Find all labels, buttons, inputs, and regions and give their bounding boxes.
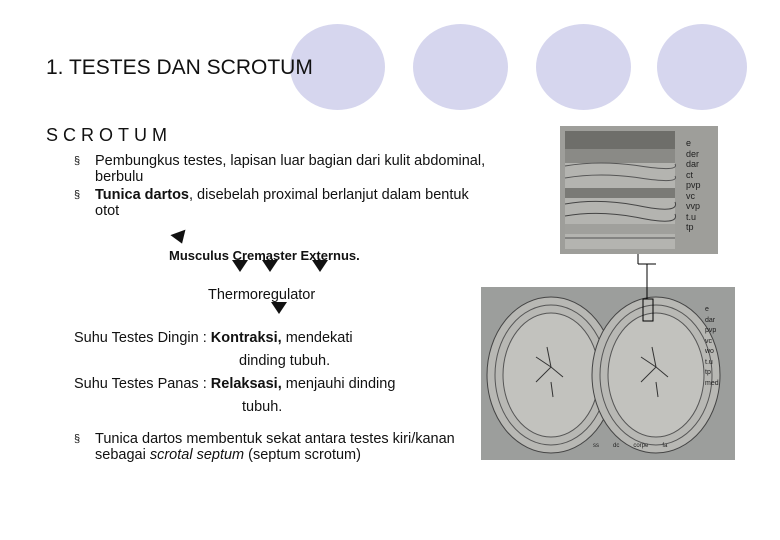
detail-box — [643, 299, 653, 321]
figure-label: ct — [686, 169, 694, 180]
bullet-text: , disebelah proximal berlanjut dalam bentuk otot — [95, 187, 469, 219]
bullet-text: Tunica dartos membentuk sekat antara testes kiri/kanan sebagai — [95, 431, 455, 463]
thermoregulator-label: Thermoregulator — [208, 287, 316, 303]
bullet-mark: § — [74, 433, 81, 445]
suhu-dingin-text: mendekati — [281, 330, 353, 346]
figure-label: e — [705, 306, 709, 313]
figure-label: vc — [705, 337, 712, 345]
figure-label: ss — [593, 443, 599, 449]
figure-label: dar — [686, 159, 700, 169]
bullet-mark: § — [74, 155, 81, 167]
bullet-text: (septum scrotum) — [244, 447, 361, 463]
suhu-panas-cont: tubuh. — [242, 399, 283, 415]
figure-label: pvp — [705, 327, 717, 334]
figure-label: e — [686, 138, 692, 148]
figure-label: tp — [686, 222, 694, 232]
section-heading: SCROTUM — [46, 125, 172, 145]
scrotal-septum-term: scrotal septum — [149, 447, 245, 463]
figure-label: vc — [686, 190, 695, 201]
musculus-label: Musculus Cremaster Externus. — [169, 248, 360, 263]
suhu-dingin-cont: dinding tubuh. — [239, 353, 331, 369]
figure-label: dc — [613, 443, 620, 449]
kontraksi-term: Kontraksi, — [210, 330, 282, 346]
bullet-text: Pembungkus testes, lapisan luar bagian dari kulit abdominal, berbulu — [95, 153, 486, 185]
slide-title: 1. TESTES DAN SCROTUM — [46, 56, 313, 79]
figure-label: vvp — [686, 201, 701, 211]
suhu-dingin-label: Suhu Testes Dingin : — [74, 330, 211, 346]
figure-label: fa — [662, 443, 668, 449]
bullet-bold-term: Tunica dartos — [95, 187, 189, 203]
figure-label: med — [705, 379, 719, 387]
relaksasi-term: Relaksasi, — [210, 376, 282, 392]
bullet-mark: § — [74, 189, 81, 201]
figure-label: dar — [705, 316, 716, 324]
figure-label: wo — [705, 348, 714, 355]
suhu-panas-label: Suhu Testes Panas : — [74, 376, 211, 392]
figure-label: t.u — [686, 211, 697, 222]
figure-label: tp — [705, 369, 711, 376]
figure-label: pvp — [686, 180, 701, 190]
suhu-panas-text: menjauhi dinding — [281, 376, 396, 392]
figure-label: t.u — [705, 358, 713, 366]
figure-label: corpe — [633, 443, 649, 449]
figure-label: der — [686, 148, 700, 159]
